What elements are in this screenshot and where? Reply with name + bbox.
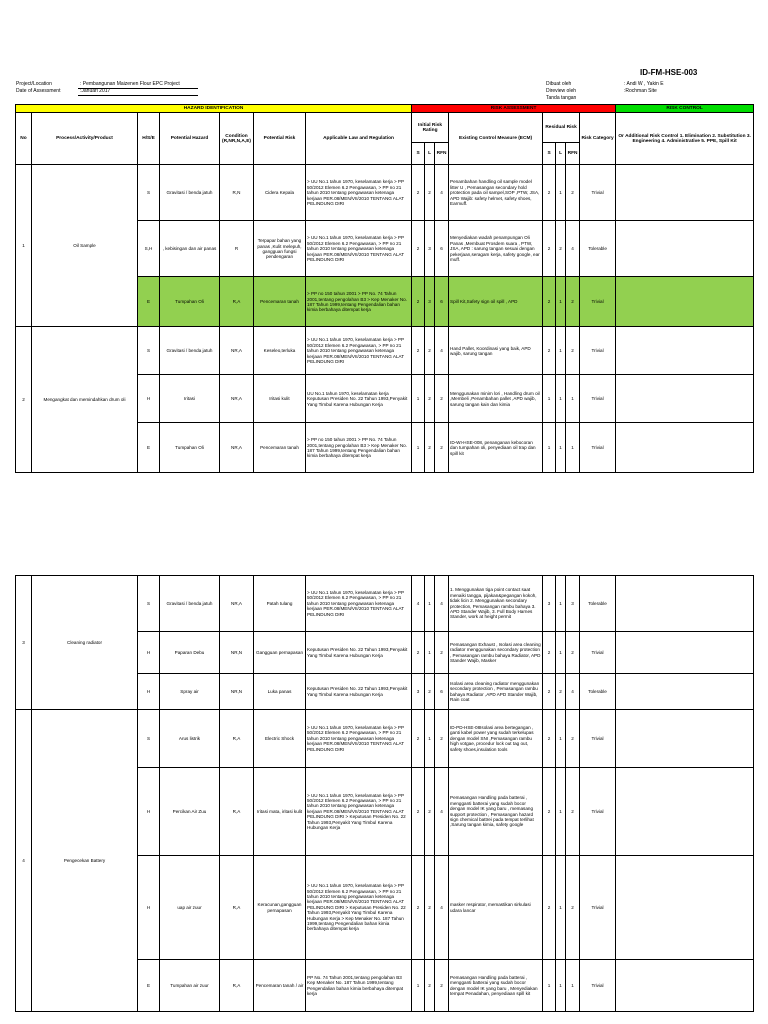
col-potential-risk: Potential Risk xyxy=(254,113,306,165)
residual-rfn: 3 xyxy=(566,576,580,632)
potential-hazard: , kebisingan dan air panas xyxy=(160,221,220,277)
condition: NR,N xyxy=(220,632,254,674)
residual-l: 1 xyxy=(556,856,566,960)
initial-s: 2 xyxy=(412,277,425,327)
initial-rfn: 4 xyxy=(435,856,449,960)
initial-l: 3 xyxy=(425,221,435,277)
date-underline xyxy=(78,95,198,96)
existing-control: Hand Pallet, Koordinasi yang baik, APD wajib, sarung tangan xyxy=(449,327,543,375)
additional-control xyxy=(616,960,754,1012)
residual-l: 1 xyxy=(556,632,566,674)
potential-hazard: Tumpahan Oli xyxy=(160,277,220,327)
applicable-law: > UU No.1 tahun 1970, keselamatan kerja > PP 50/2012 Elemen 6.2 Pengawasan, > PP no 21 tahun 2010 tentang pengawasan ketenaga kerjaan PER.08/MEN/VII/2010 TENTANG ALAT PELINDUNG DIRI xyxy=(306,710,412,768)
applicable-law: Keputusan Presiden No. 22 Tahun 1993,Penyakit Yang Timbul Karena Hubungan Kerja xyxy=(306,674,412,710)
date-label: Date of Assessment xyxy=(16,88,61,94)
residual-rfn: 4 xyxy=(566,221,580,277)
table-row xyxy=(16,710,754,768)
initial-rfn: 6 xyxy=(435,277,449,327)
col-ecm: Existing Control Measure (ECM) xyxy=(449,113,543,165)
project-value: : Pembangunan Maizenen Flour EPC Project xyxy=(80,81,180,87)
residual-rfn: 2 xyxy=(566,768,580,856)
residual-l: 1 xyxy=(556,768,566,856)
col-potential-hazard: Potential Hazard xyxy=(160,113,220,165)
residual-rfn: 2 xyxy=(566,327,580,375)
additional-control xyxy=(616,632,754,674)
potential-hazard: uap air zuur xyxy=(160,856,220,960)
col-no: No xyxy=(16,113,32,165)
residual-l: 1 xyxy=(556,375,566,423)
additional-control xyxy=(616,221,754,277)
hse-code: H xyxy=(138,674,160,710)
existing-control: ID-WI-HSE-008, penanganan kebocoran dan tumpahan oli, penyediaan oil trap dan spill kit xyxy=(449,423,543,473)
applicable-law: > UU No.1 tahun 1970, keselamatan kerja > PP 50/2012 Elemen 6.2 Pengawasan, > PP no 21 tahun 2010 tentang pengawasan ketenaga kerjaan PER.08/MEN/VII/2010 TENTANG ALAT PELINDUNG DIRI > Keputusan Presiden No. 22 Tahun 1993,Penyakit Yang Timbul Karena Hubungan Kerja xyxy=(306,768,412,856)
residual-l: 1 xyxy=(556,165,566,221)
residual-s: 2 xyxy=(543,768,556,856)
initial-s: 1 xyxy=(412,375,425,423)
additional-control xyxy=(616,856,754,960)
risk-category: Trivial xyxy=(580,165,616,221)
applicable-law: PP No. 74 Tahun 2001,tentang pengolahan B3 Kep Menaker No. 187 Tahun 1999,tentang Pengendalian bahan kimia berbahaya ditempat kerja xyxy=(306,960,412,1012)
direview-value: :Rochman Site xyxy=(624,88,657,94)
existing-control: Penambahan handling oil sample model litter U , Pemasangan secondary hold protection pada oil sampel,SOP ,PTW, JSA, APD Wajib: safety helmet, safety shoes, Earmuff. xyxy=(449,165,543,221)
existing-control: Pemasangan Handling pada batterai , mengganti batterai yang sudah bocor dengan model IK yang baru , Menyediakan tempat Penadahan, penyediaan spill kit xyxy=(449,960,543,1012)
potential-risk: Iritasi mata, iritasi kulit xyxy=(254,768,306,856)
initial-l: 3 xyxy=(425,277,435,327)
col-residual-rfn: RFN xyxy=(566,143,580,165)
condition: R,N xyxy=(220,165,254,221)
col-process: Process/Activity/Product xyxy=(32,113,138,165)
project-underline xyxy=(78,88,198,89)
residual-rfn: 1 xyxy=(566,375,580,423)
initial-rfn: 6 xyxy=(435,674,449,710)
residual-l: 1 xyxy=(556,576,566,632)
col-additional-control: Or Additional Risk Control 1. Elimination 2. Substitution 3. Engineering 4. Administrative 5. PPE, Spill Kit xyxy=(616,113,754,165)
additional-control xyxy=(616,165,754,221)
existing-control: Isolasi area cleaning radiator menggunakan secondary protection , Pemasangan rambu bahaya Radiator ,APD APD Stander Wajib, Rain coat xyxy=(449,674,543,710)
existing-control: masker respirator, memastikan sirkulasi udara lancar xyxy=(449,856,543,960)
initial-l: 2 xyxy=(425,960,435,1012)
risk-category: Tolerable xyxy=(580,674,616,710)
hse-code: E xyxy=(138,277,160,327)
potential-risk: Pencemaran tanah / air xyxy=(254,960,306,1012)
project-label: Project/Location xyxy=(16,81,52,87)
residual-s: 2 xyxy=(543,327,556,375)
residual-l: 2 xyxy=(556,674,566,710)
table-row xyxy=(16,327,754,375)
condition: R xyxy=(220,221,254,277)
initial-rfn: 4 xyxy=(435,768,449,856)
col-rfn: RFN xyxy=(435,143,449,165)
condition: NR,N xyxy=(220,674,254,710)
initial-s: 2 xyxy=(412,710,425,768)
residual-s: 3 xyxy=(543,576,556,632)
initial-l: 2 xyxy=(425,423,435,473)
initial-s: 4 xyxy=(412,576,425,632)
hse-code: S xyxy=(138,710,160,768)
residual-l: 1 xyxy=(556,960,566,1012)
initial-s: 2 xyxy=(412,221,425,277)
residual-s: 1 xyxy=(543,423,556,473)
initial-rfn: 2 xyxy=(435,375,449,423)
residual-rfn: 2 xyxy=(566,856,580,960)
initial-s: 2 xyxy=(412,768,425,856)
residual-s: 1 xyxy=(543,960,556,1012)
hse-code: E xyxy=(138,423,160,473)
process-name: Cleaning radiator xyxy=(32,576,138,710)
hse-code: H xyxy=(138,856,160,960)
initial-s: 1 xyxy=(412,423,425,473)
potential-hazard: Percikan Air Zuu xyxy=(160,768,220,856)
existing-control: 1. Menggunakan tiga point contact saat menaiki tangga, pijakan&pegangan kokoh, tidak licin 2. Menggunakan secondary protection, Pemasangan rambu bahaya 3. APD Stander Wajib, 3. Full Body Harnes Stander, work at height permit xyxy=(449,576,543,632)
potential-risk: Keracunan,gangguan pernapasan xyxy=(254,856,306,960)
col-initial-risk: Initial Risk Rating xyxy=(412,113,449,143)
col-l: L xyxy=(425,143,435,165)
existing-control: Pemasangan Handling pada batterai , mengganti batterai yang sudah bocor dengan model IK yang baru , memasang support protection , Pemasangan hazard sign chemical battrei pada tempat terlihat ,Sarung tangan kimia, safety google xyxy=(449,768,543,856)
risk-category: Trivial xyxy=(580,710,616,768)
condition: R,A xyxy=(220,768,254,856)
applicable-law: > PP no 150 tahun 2001 > PP No. 74 Tahun 2001,tentang pengolahan B3 > Kep Menaker No. 187 Tahun 1999,tentang Pengendalian bahan kimia berbahaya ditempat kerja xyxy=(306,423,412,473)
initial-s: 2 xyxy=(412,632,425,674)
risk-category: Trivial xyxy=(580,768,616,856)
table-row xyxy=(16,165,754,221)
document-id: ID-FM-HSE-003 xyxy=(640,68,698,77)
row-number: 1 xyxy=(16,165,32,327)
potential-hazard: Arus listrik xyxy=(160,710,220,768)
applicable-law: Keputusan Presiden No. 22 Tahun 1993,Penyakit Yang Timbul Karena Hubungan Kerja xyxy=(306,632,412,674)
risk-table-1 xyxy=(15,104,754,473)
initial-l: 2 xyxy=(425,768,435,856)
existing-control: Menyediakan wadah penampungan Oli Panas ,Membuat Prosdem suara , PTW, JSA, APD : sarung tangan sesuai dengan pekerjaan,seragam kerja, safety google, ear muff. xyxy=(449,221,543,277)
residual-rfn: 2 xyxy=(566,277,580,327)
initial-rfn: 4 xyxy=(435,576,449,632)
potential-hazard: Spray air xyxy=(160,674,220,710)
risk-category: Trivial xyxy=(580,375,616,423)
col-residual-s: S xyxy=(543,143,556,165)
col-s: S xyxy=(412,143,425,165)
applicable-law: > UU No.1 tahun 1970, keselamatan kerja > PP 50/2012 Elemen 6.2 Pengawasan, > PP no 21 tahun 2010 tentang pengawasan ketenaga kerjaan PER.08/MEN/VII/2010 TENTANG ALAT PELINDUNG DIRI xyxy=(306,327,412,375)
condition: R,A xyxy=(220,710,254,768)
additional-control xyxy=(616,277,754,327)
hazard-identification-header: HAZARD IDENTIFICATION xyxy=(16,105,412,113)
residual-rfn: 2 xyxy=(566,632,580,674)
applicable-law: > UU No.1 tahun 1970, keselamatan kerja > PP 50/2012 Elemen 6.2 Pengawasan, > PP no 21 tahun 2010 tentang pengawasan ketenaga kerjaan PER.08/MEN/VII/2010 TENTANG ALAT PELINDUNG DIRI xyxy=(306,165,412,221)
initial-rfn: 2 xyxy=(435,632,449,674)
condition: NR,A xyxy=(220,576,254,632)
additional-control xyxy=(616,710,754,768)
hse-code: S,H xyxy=(138,221,160,277)
risk-category: Trivial xyxy=(580,632,616,674)
potential-hazard: Gravitasi / benda jatuh xyxy=(160,327,220,375)
hse-code: S xyxy=(138,165,160,221)
hse-code: H xyxy=(138,632,160,674)
row-number: 2 xyxy=(16,327,32,473)
additional-control xyxy=(616,375,754,423)
risk-category: Trivial xyxy=(580,856,616,960)
existing-control: Spill Kit,Safety sign oil spill , APD xyxy=(449,277,543,327)
risk-assessment-header: RISK ASSESSMENT xyxy=(412,105,616,113)
tanda-label: Tanda tangan xyxy=(546,95,577,101)
col-residual-risk: Residual Risk xyxy=(543,113,580,143)
additional-control xyxy=(616,423,754,473)
hse-code: H xyxy=(138,768,160,856)
additional-control xyxy=(616,674,754,710)
initial-rfn: 2 xyxy=(435,710,449,768)
potential-hazard: Tumpahan air zuur xyxy=(160,960,220,1012)
additional-control xyxy=(616,327,754,375)
initial-s: 1 xyxy=(412,960,425,1012)
risk-category: Trivial xyxy=(580,327,616,375)
condition: NR,A xyxy=(220,375,254,423)
process-name: Pengecekan Battery xyxy=(32,710,138,1012)
process-name: Oil Sample xyxy=(32,165,138,327)
col-law: Applicable Law and Regulation xyxy=(306,113,412,165)
potential-risk: Pencemaran tanah xyxy=(254,277,306,327)
potential-risk: Patah tulang xyxy=(254,576,306,632)
initial-l: 1 xyxy=(425,710,435,768)
risk-table-2 xyxy=(15,575,754,1012)
residual-rfn: 1 xyxy=(566,423,580,473)
residual-s: 2 xyxy=(543,165,556,221)
initial-s: 3 xyxy=(412,674,425,710)
table-row xyxy=(16,576,754,632)
initial-l: 2 xyxy=(425,165,435,221)
risk-category: Trivial xyxy=(580,423,616,473)
condition: R,A xyxy=(220,960,254,1012)
risk-category: Tolerable xyxy=(580,221,616,277)
residual-rfn: 4 xyxy=(566,674,580,710)
potential-hazard: Gravitasi / benda jatuh xyxy=(160,576,220,632)
hse-code: E xyxy=(138,960,160,1012)
initial-l: 2 xyxy=(425,674,435,710)
dibuat-label: Dibuat oleh xyxy=(546,81,572,87)
potential-hazard: Iritasi xyxy=(160,375,220,423)
residual-l: 2 xyxy=(556,221,566,277)
initial-s: 2 xyxy=(412,856,425,960)
row-number: 3 xyxy=(16,576,32,710)
direview-label: Direview oleh xyxy=(546,88,577,94)
initial-l: 2 xyxy=(425,375,435,423)
dibuat-value: : Andi W , Yakin E xyxy=(624,81,664,87)
residual-rfn: 2 xyxy=(566,165,580,221)
potential-risk: Terpapar bahan yang panas ,Kulit melepuh, gangguan fungsi pendengaran xyxy=(254,221,306,277)
potential-hazard: Gravitasi / benda jatuh xyxy=(160,165,220,221)
residual-s: 2 xyxy=(543,674,556,710)
initial-rfn: 6 xyxy=(435,221,449,277)
residual-s: 1 xyxy=(543,375,556,423)
residual-l: 1 xyxy=(556,277,566,327)
applicable-law: > UU No.1 tahun 1970, keselamatan kerja > PP 50/2012 Elemen 6.2 Pengawasan, > PP no 21 tahun 2010 tentang pengawasan ketenaga kerjaan PER.08/MEN/VII/2010 TENTANG ALAT PELINDUNG DIRI xyxy=(306,576,412,632)
potential-hazard: Paparan Debu xyxy=(160,632,220,674)
condition: R,A xyxy=(220,277,254,327)
hse-code: S xyxy=(138,576,160,632)
approval-meta xyxy=(546,81,664,102)
risk-category: Tolerable xyxy=(580,576,616,632)
condition: R,A xyxy=(220,856,254,960)
potential-risk: Luka panas xyxy=(254,674,306,710)
initial-rfn: 4 xyxy=(435,327,449,375)
condition: NR,A xyxy=(220,327,254,375)
residual-s: 2 xyxy=(543,632,556,674)
risk-control-header: RISK CONTROL xyxy=(616,105,754,113)
initial-s: 2 xyxy=(412,327,425,375)
residual-l: 1 xyxy=(556,423,566,473)
potential-risk: Electric Shock xyxy=(254,710,306,768)
initial-rfn: 2 xyxy=(435,423,449,473)
residual-s: 2 xyxy=(543,277,556,327)
row-number: 4 xyxy=(16,710,32,1012)
initial-l: 1 xyxy=(425,576,435,632)
additional-control xyxy=(616,576,754,632)
applicable-law: > PP no 150 tahun 2001 > PP No. 74 Tahun 2001,tentang pengolahan B3 > Kep Menaker No. 187 Tahun 1999,tentang Pengendalian bahan kimia berbahaya ditempat kerja xyxy=(306,277,412,327)
initial-l: 1 xyxy=(425,632,435,674)
initial-rfn: 4 xyxy=(435,165,449,221)
residual-l: 1 xyxy=(556,710,566,768)
residual-rfn: 2 xyxy=(566,710,580,768)
applicable-law: > UU No.1 tahun 1970, keselamatan kerja > PP 50/2012 Elemen 6.2 Pengawasan, > PP no 21 tahun 2010 tentang pengawasan ketenaga kerjaan PER.08/MEN/VII/2010 TENTANG ALAT PELINDUNG DIRI xyxy=(306,221,412,277)
process-name: Mengangkat dan memindahkan drum oli xyxy=(32,327,138,473)
risk-category: Trivial xyxy=(580,277,616,327)
residual-s: 2 xyxy=(543,856,556,960)
potential-risk: Pencemaran tanah xyxy=(254,423,306,473)
date-value: :Januari 2017 xyxy=(80,88,111,94)
potential-risk: Gangguan pernapasan xyxy=(254,632,306,674)
condition: NR,A xyxy=(220,423,254,473)
potential-risk: Cidera Kepala xyxy=(254,165,306,221)
potential-hazard: Tumpahan Oli xyxy=(160,423,220,473)
initial-s: 2 xyxy=(412,165,425,221)
col-hse: H/S/E xyxy=(138,113,160,165)
hse-code: H xyxy=(138,375,160,423)
existing-control: Menggunakan minim lori , Handling drum oil ,Membeli ,Penambahan pallet ,APD wajib, sarung tangan kain dan kimia xyxy=(449,375,543,423)
potential-risk: Iritasi kulit xyxy=(254,375,306,423)
risk-category: Trivial xyxy=(580,960,616,1012)
additional-control xyxy=(616,768,754,856)
residual-s: 2 xyxy=(543,221,556,277)
initial-l: 2 xyxy=(425,327,435,375)
residual-rfn: 1 xyxy=(566,960,580,1012)
residual-s: 2 xyxy=(543,710,556,768)
residual-l: 1 xyxy=(556,327,566,375)
hse-code: S xyxy=(138,327,160,375)
applicable-law: > UU No.1 tahun 1970, keselamatan kerja > PP 50/2012 Elemen 6.2 Pengawasan, > PP no 21 tahun 2010 tentang pengawasan ketenaga kerjaan PER.08/MEN/VII/2010 TENTANG ALAT PELINDUNG DIRI > Keputusan Presiden No. 22 Tahun 1993,Penyakit Yang Timbul Karena Hubungan Kerja > Kep Menaker No. 187 Tahun 1999,tentang Pengendalian bahan kimia berbahaya ditempat kerja xyxy=(306,856,412,960)
col-condition: Condition (R,NR,N,A,E) xyxy=(220,113,254,165)
existing-control: Pemasangan Exhaust , Isolasi area cleaning radiator menggunakan secondary protection , Pemasangan rambu bahaya Radiator, APD Stander Wajib, Masker xyxy=(449,632,543,674)
potential-risk: Keseleo,terluka xyxy=(254,327,306,375)
existing-control: ID-PD-HSE-08Isolasi area bertegangan , ganti kabel power yang sudah terkelupas dengan model SNI ,Pemasangan rambu high votgae, procedur lock out tag out, safety shoes,insulation tools xyxy=(449,710,543,768)
initial-rfn: 2 xyxy=(435,960,449,1012)
initial-l: 2 xyxy=(425,856,435,960)
col-risk-category: Risk Category xyxy=(580,113,616,165)
applicable-law: UU No.1 tahun 1970, keselamatan kerja Keputusan Presiden No. 22 Tahun 1993,Penyakit Yang Timbul Karena Hubungan Kerja xyxy=(306,375,412,423)
col-residual-l: L xyxy=(556,143,566,165)
